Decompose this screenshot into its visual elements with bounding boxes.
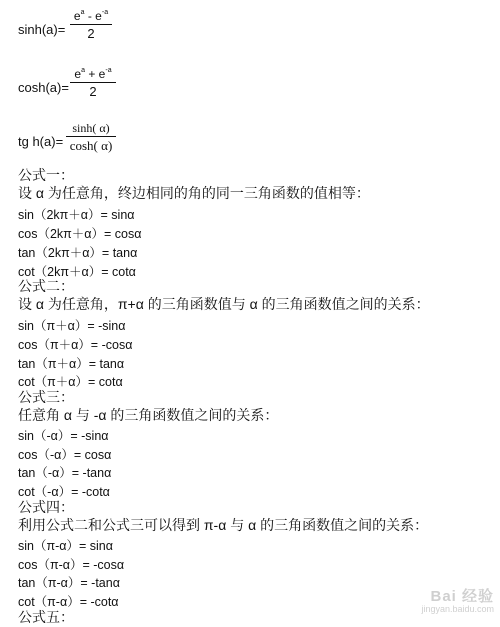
formula-3-description: 任意角 α 与 -α 的三角函数值之间的关系：	[18, 407, 279, 423]
formula-2-line: cos（π＋α）= -cosα	[18, 338, 133, 352]
tgh-numerator: sinh( α)	[72, 121, 110, 135]
formula-5-heading: 公式五：	[18, 609, 74, 625]
formula-4-line: cot（π-α）= -cotα	[18, 595, 119, 609]
baidu-jingyan-watermark	[421, 588, 494, 615]
watermark-url: jingyan.baidu.com	[421, 604, 494, 614]
sinh-label: sinh(a)=	[18, 22, 66, 37]
tgh-fraction	[66, 120, 116, 155]
formula-2-line: cot（π＋α）= cotα	[18, 375, 123, 389]
formula-4-line: sin（π-α）= sinα	[18, 539, 113, 553]
formula-4-line: tan（π-α）= -tanα	[18, 576, 120, 590]
formula-2-description: 设 α 为任意角，π+α 的三角函数值与 α 的三角函数值之间的关系：	[18, 296, 430, 312]
formula-2-line: sin（π＋α）= -sinα	[18, 319, 126, 333]
formula-2-line: tan（π＋α）= tanα	[18, 357, 125, 371]
formula-4-line: cos（π-α）= -cosα	[18, 558, 125, 572]
tgh-label: tg h(a)=	[18, 134, 64, 149]
cosh-denominator: 2	[89, 84, 97, 99]
formula-1-line: tan（2kπ＋α）= tanα	[18, 246, 138, 260]
formula-3-line: cos（-α）= cosα	[18, 448, 112, 462]
formula-1-line: sin（2kπ＋α）= sinα	[18, 208, 135, 222]
formula-2-heading: 公式二：	[18, 278, 74, 294]
formula-1-description: 设 α 为任意角，终边相同的角的同一三角函数的值相等：	[18, 185, 370, 201]
formula-4-description: 利用公式二和公式三可以得到 π-α 与 α 的三角函数值之间的关系：	[18, 517, 429, 533]
watermark-logo: Bai 经验	[430, 588, 494, 605]
sinh-fraction	[70, 8, 112, 43]
formula-3-line: cot（-α）= -cotα	[18, 485, 110, 499]
cosh-label: cosh(a)=	[18, 80, 69, 95]
sinh-denominator: 2	[87, 26, 95, 41]
cosh-fraction	[70, 66, 116, 101]
formula-1-line: cos（2kπ＋α）= cosα	[18, 227, 142, 241]
formula-3-line: tan（-α）= -tanα	[18, 466, 112, 480]
tgh-denominator: cosh( α)	[69, 138, 113, 153]
formula-1-heading: 公式一：	[18, 167, 74, 183]
cosh-numerator: $e^a + e^{-a}$	[74, 67, 112, 81]
formula-3-line: sin（-α）= -sinα	[18, 429, 109, 443]
formula-3-heading: 公式三：	[18, 389, 74, 405]
formula-4-heading: 公式四：	[18, 499, 74, 515]
formula-1-line: cot（2kπ＋α）= cotα	[18, 265, 136, 279]
sinh-numerator: $e^a - e^{-a}$	[73, 9, 109, 23]
